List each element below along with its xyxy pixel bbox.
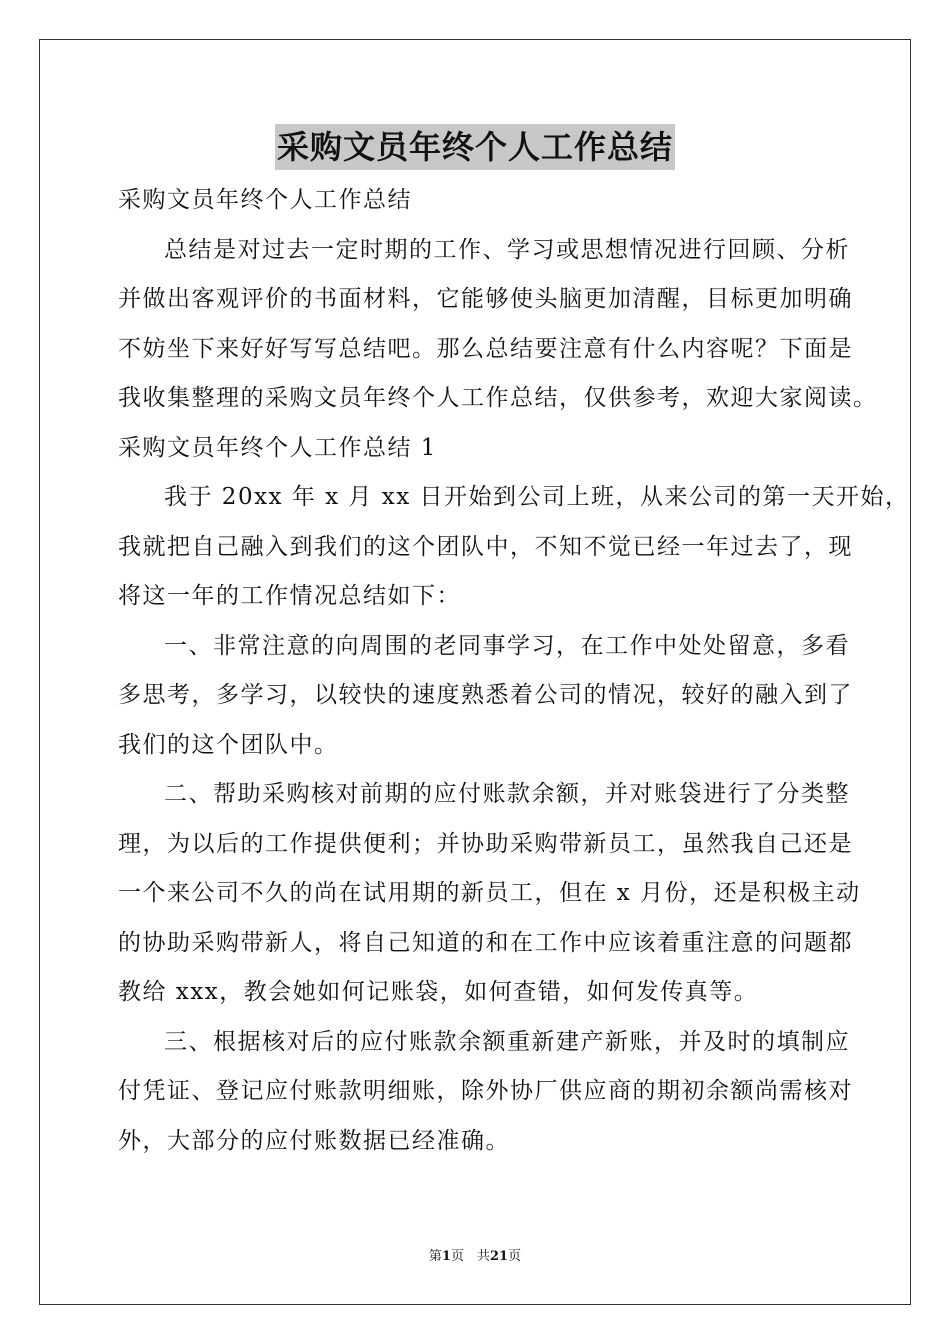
section-heading: 采购文员年终个人工作总结 1 — [118, 434, 437, 461]
paragraph-line: 我们的这个团队中。 — [118, 731, 339, 758]
paragraph-line: 一、非常注意的向周围的老同事学习，在工作中处处留意，多看 — [164, 632, 850, 659]
page-prefix: 第 — [428, 1249, 442, 1264]
title-container — [0, 124, 950, 170]
paragraph-line: 的协助采购带新人，将自己知道的和在工作中应该着重注意的问题都 — [118, 929, 853, 956]
page-current-number: 1 — [441, 1249, 451, 1264]
page-footer — [0, 1248, 950, 1266]
document-title: 采购文员年终个人工作总结 — [275, 124, 675, 170]
paragraph-line: 总结是对过去一定时期的工作、学习或思想情况进行回顾、分析 — [164, 236, 850, 263]
paragraph-line: 一个来公司不久的尚在试用期的新员工，但在 x 月份，还是积极主动 — [118, 880, 861, 906]
paragraph-line: 并做出客观评价的书面材料，它能够使头脑更加清醒，目标更加明确 — [118, 286, 853, 312]
paragraph-line: 我于 20xx 年 x 月 xx 日开始到公司上班，从来公司的第一天开始， — [164, 484, 910, 510]
paragraph-line: 付凭证、登记应付账款明细账，除外协厂供应商的期初余额尚需核对 — [118, 1078, 853, 1104]
paragraph-line: 二、帮助采购核对前期的应付账款余额，并对账袋进行了分类整 — [164, 781, 850, 807]
page-total-number: 21 — [489, 1249, 509, 1264]
paragraph-line: 我收集整理的采购文员年终个人工作总结，仅供参考，欢迎大家阅读。 — [118, 385, 878, 411]
paragraph-line: 多思考，多学习，以较快的速度熟悉着公司的情况，较好的融入到了 — [118, 682, 853, 708]
page-mid-text: 页 共 — [450, 1249, 490, 1264]
paragraph-line: 不妨坐下来好好写写总结吧。那么总结要注意有什么内容呢？下面是 — [118, 335, 853, 362]
paragraph-line: 我就把自己融入到我们的这个团队中，不知不觉已经一年过去了，现 — [118, 533, 853, 560]
paragraph-line: 教给 xxx，教会她如何记账袋，如何查错，如何发传真等。 — [118, 979, 759, 1005]
paragraph-line: 三、根据核对后的应付账款余额重新建产新账，并及时的填制应 — [164, 1028, 850, 1055]
subtitle-line: 采购文员年终个人工作总结 — [118, 187, 412, 213]
document-body — [118, 176, 910, 1166]
paragraph-line: 外，大部分的应付账数据已经准确。 — [118, 1127, 510, 1154]
page-suffix: 页 — [508, 1249, 522, 1264]
paragraph-line: 将这一年的工作情况总结如下： — [118, 583, 461, 609]
paragraph-line: 理，为以后的工作提供便利；并协助采购带新员工，虽然我自己还是 — [118, 830, 853, 857]
